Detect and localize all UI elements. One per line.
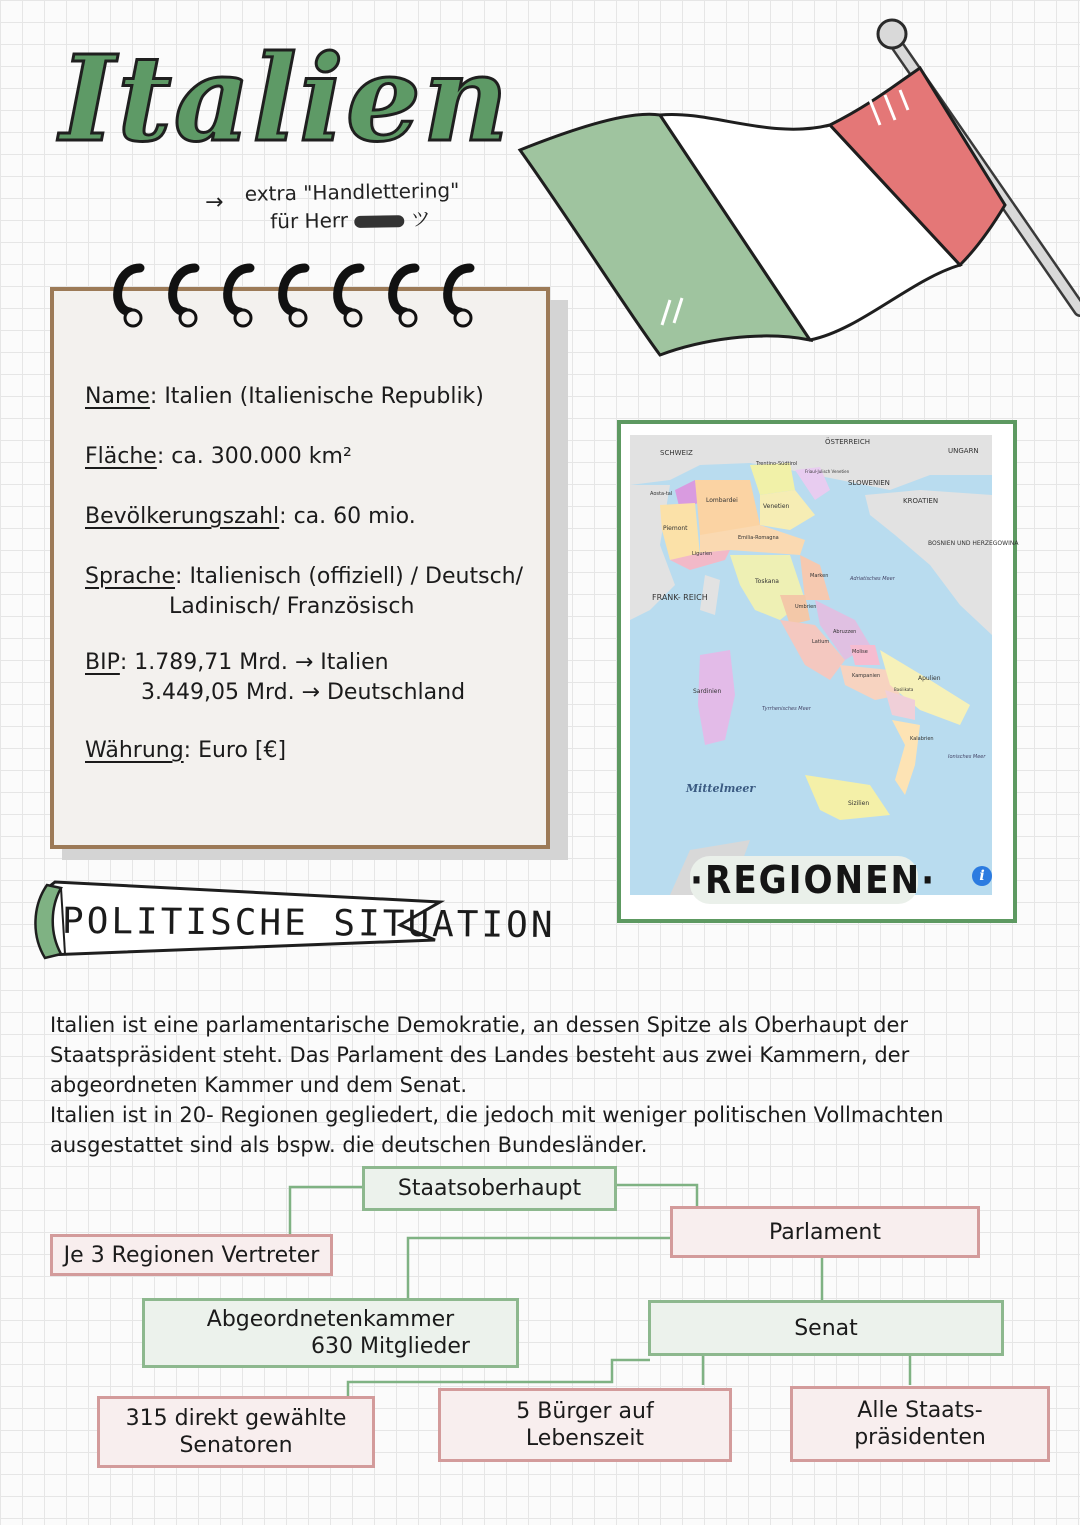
fact-value: ca. 300.000 km² (171, 444, 352, 469)
fact-gdp: BIP: 1.789,71 Mrd. → Italien 3.449,05 Mrd. → Deutschland (85, 648, 465, 708)
regionen-vertreter-box (50, 1234, 333, 1276)
buerger-line-2: Lebenszeit (525, 1426, 645, 1451)
staatsoberhaupt-box (362, 1166, 617, 1211)
map-label-trentino: Trentino-Südtirol (756, 461, 798, 467)
notepad-rings (100, 250, 480, 340)
paragraph-line: Italien ist eine parlamentarische Demokratie, an dessen Spitze als Oberhaupt der Staatspräsident steht. Das Parlament des Landes besteht aus zwei Kammern, der abgeordneten Kammer und dem Senat. (50, 1013, 910, 1097)
politics-paragraph (50, 1010, 1000, 1160)
map-label-ungarn: UNGARN (948, 447, 979, 455)
staatsoberhaupt-label: Staatsoberhaupt (397, 1176, 582, 1201)
fact-value: 1.789,71 Mrd. → Italien (134, 650, 389, 675)
map-label-kampanien: Kampanien (852, 673, 881, 679)
section-title: POLITISCHE SITUATION (61, 900, 556, 947)
regionen-vertreter-label: Je 3 Regionen Vertreter (63, 1242, 320, 1268)
senat-label: Senat (794, 1315, 858, 1341)
senat-box (648, 1300, 1004, 1356)
parlament-label: Parlament (769, 1219, 881, 1245)
map-label-umbrien: Umbrien (795, 604, 817, 610)
map-label-ligurien: Ligurien (692, 551, 713, 557)
map-label-marken: Marken (810, 573, 829, 579)
fact-population: Bevölkerungszahl: ca. 60 mio. (85, 504, 416, 529)
paragraph-line: Italien ist in 20- Regionen gegliedert, die jedoch mit weniger politischen Vollmachten ausgestattet sind als bspw. die deutschen Bundesländer. (50, 1103, 944, 1157)
map-label-kroatien: KROATIEN (903, 497, 939, 505)
subtitle-line-1: extra "Handlettering" (244, 178, 460, 206)
map-label-latium: Latium (812, 639, 830, 645)
senatoren-box (97, 1396, 375, 1468)
buerger-line-1: 5 Bürger auf (516, 1399, 654, 1424)
map-label-slowenien: SLOWENIEN (848, 479, 890, 487)
map-label-sizilien: Sizilien (848, 800, 870, 807)
map-caption: ·REGIONEN· (690, 858, 937, 902)
map-label-sardinien: Sardinien (693, 688, 722, 695)
map-label-abruzzen: Abruzzen (833, 629, 857, 635)
map-label-mittelmeer: Mittelmeer (686, 782, 756, 795)
info-icon[interactable]: i (972, 866, 992, 886)
abgeordnetenkammer-members: 630 Mitglieder (311, 1334, 470, 1359)
map-label-tyrrhenisches: Tyrrhenisches Meer (762, 706, 811, 712)
map-label-adriatisches: Adriatisches Meer (850, 576, 895, 582)
smiley-icon: ツ (410, 206, 431, 231)
fact-key: Fläche (85, 444, 157, 469)
map-label-piemont: Piemont (663, 525, 688, 532)
abgeordnetenkammer-box (142, 1298, 519, 1368)
praesidenten-box (790, 1386, 1050, 1462)
italian-flag-illustration (510, 10, 1080, 370)
fact-area: Fläche: ca. 300.000 km² (85, 444, 352, 469)
fact-name: Name: Italien (Italienische Republik) (85, 384, 484, 409)
map-label-aosta: Aosta-tal (650, 491, 673, 497)
arrow-icon: → (205, 190, 224, 215)
fact-value: Italienisch (offiziell) / Deutsch/ (189, 564, 524, 589)
map-label-venetien: Venetien (763, 503, 790, 510)
map-label-emilia: Emilia-Romagna (738, 535, 779, 541)
fact-key: Sprache (85, 564, 176, 589)
italy-regions-map (630, 435, 1019, 895)
fact-key: Währung (85, 738, 184, 763)
subtitle-line-2-text: für Herr (270, 208, 349, 234)
map-label-frankreich: FRANK- REICH (652, 593, 708, 602)
senatoren-line-1: 315 direkt gewählte (125, 1406, 347, 1431)
map-label-molise: Molise (852, 649, 868, 655)
abgeordnetenkammer-label: Abgeordnetenkammer (206, 1307, 455, 1332)
scribble-icon (354, 215, 404, 228)
senatoren-line-2: Senatoren (179, 1433, 293, 1458)
map-label-friaul: Friaul-Julisch Venetien (805, 469, 850, 474)
praesidenten-line-1: Alle Staats- (857, 1398, 983, 1423)
parlament-box (670, 1206, 980, 1258)
fact-key: Bevölkerungszahl (85, 504, 280, 529)
map-label-ionisches: Ionisches Meer (948, 754, 986, 760)
fact-currency: Währung: Euro [€] (85, 738, 287, 763)
map-label-toskana: Toskana (755, 578, 779, 585)
fact-value: ca. 60 mio. (293, 504, 416, 529)
map-label-kalabrien: Kalabrien (910, 736, 934, 742)
buerger-box (438, 1388, 732, 1462)
fact-value-cont: 3.449,05 Mrd. → Deutschland (141, 680, 466, 705)
map-label-lombardei: Lombardei (706, 497, 738, 504)
map-label-oesterreich: ÖSTERREICH (825, 438, 871, 446)
subtitle (245, 176, 460, 236)
map-label-basilikata: Basilikata (894, 687, 914, 692)
fact-key: Name (85, 384, 150, 409)
fact-value: Italien (Italienische Republik) (164, 384, 484, 409)
fact-value: Euro [€] (198, 738, 287, 763)
subtitle-line-2 (245, 204, 460, 236)
map-label-apulien: Apulien (918, 675, 941, 682)
map-label-bosnien: BOSNIEN UND HERZEGOWINA (928, 540, 1019, 547)
map-label-schweiz: SCHWEIZ (660, 449, 693, 457)
fact-language: Sprache: Italienisch (offiziell) / Deutsch/ Ladinisch/ Französisch (85, 562, 523, 622)
praesidenten-line-2: präsidenten (854, 1425, 986, 1450)
fact-key: BIP (85, 650, 120, 675)
page-title: Italien (60, 29, 511, 168)
fact-value-cont: Ladinisch/ Französisch (169, 594, 415, 619)
